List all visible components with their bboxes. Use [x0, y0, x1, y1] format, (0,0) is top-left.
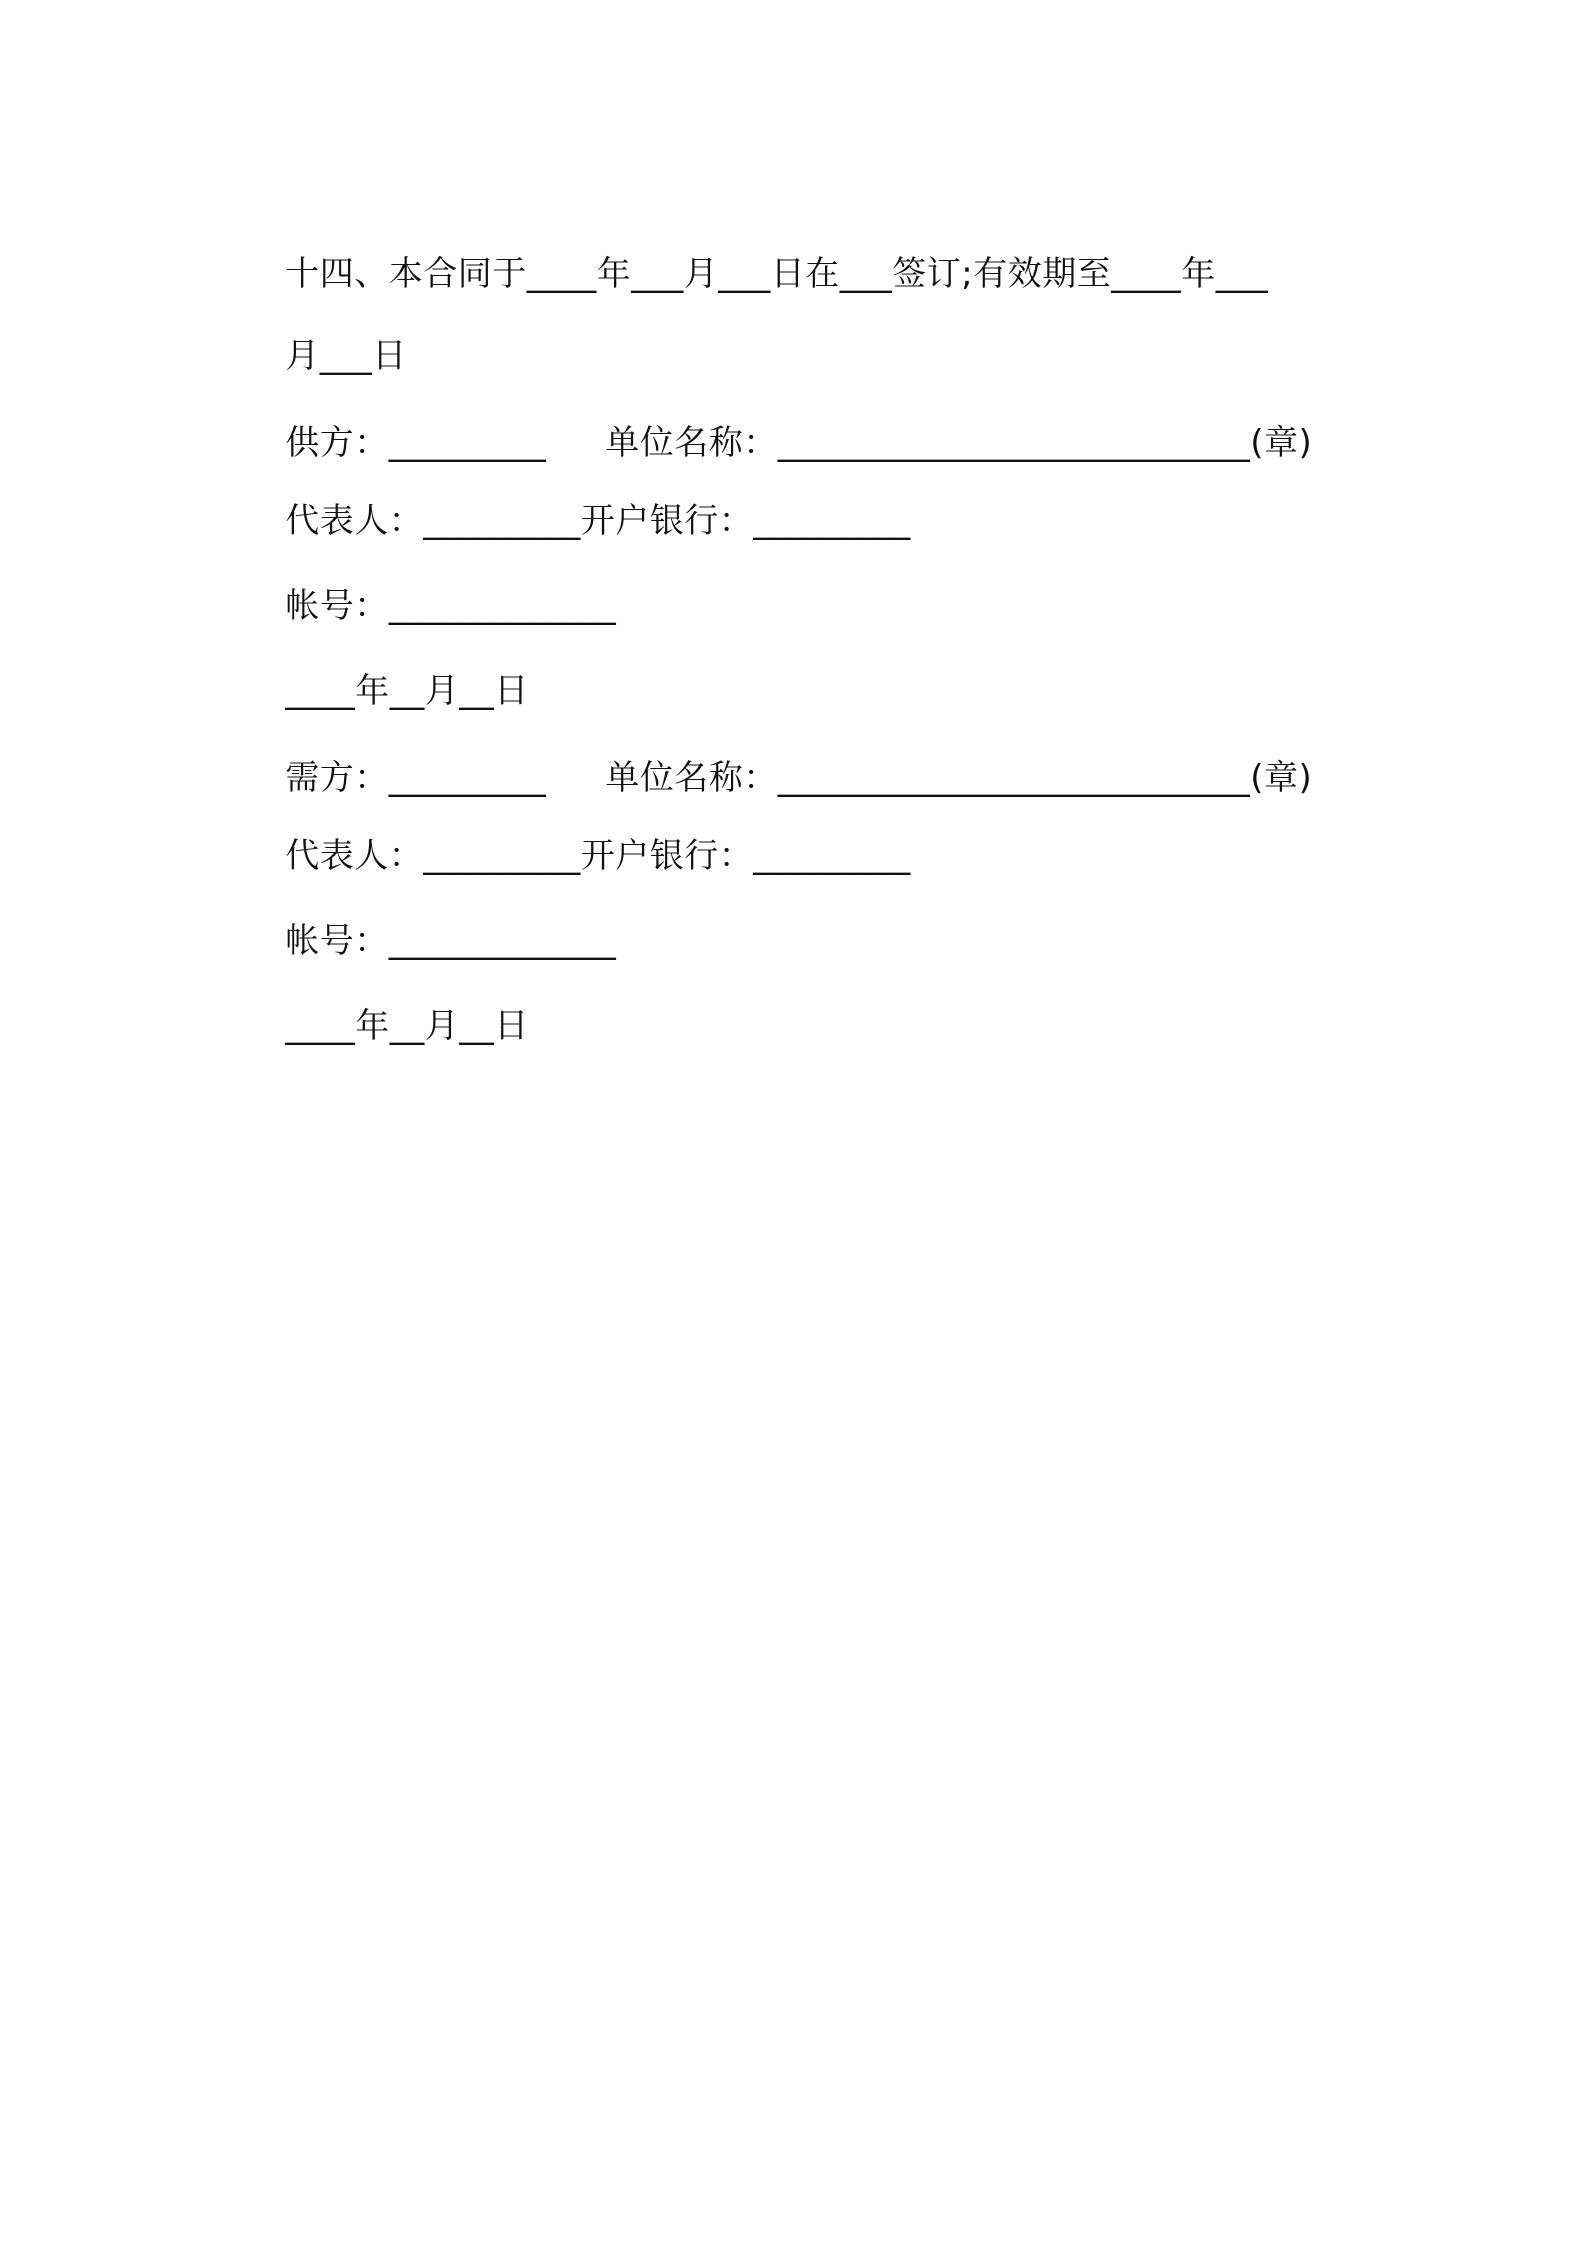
supplier-party-field: 供方：_________: [285, 423, 547, 463]
buyer-unit-name-field: 单位名称：___________________________(章): [605, 758, 1313, 798]
supplier-account-field: 帐号：_____________: [285, 586, 617, 626]
buyer-representative-bank-field: 代表人：_________开户银行：_________: [285, 836, 911, 876]
clause-14-text: 十四、本合同于____年___月___日在___签订;有效期至____年___: [285, 254, 1269, 294]
buyer-date-field: ____年__月__日: [285, 1006, 529, 1046]
supplier-date-field: ____年__月__日: [285, 671, 529, 711]
clause-14-text-continued: 月___日: [285, 336, 407, 376]
supplier-unit-name-field: 单位名称：___________________________(章): [605, 423, 1313, 463]
buyer-party-field: 需方：_________: [285, 758, 547, 798]
supplier-representative-bank-field: 代表人：_________开户银行：_________: [285, 501, 911, 541]
buyer-date-line: [240, 960, 529, 1092]
buyer-account-field: 帐号：_____________: [285, 921, 617, 961]
